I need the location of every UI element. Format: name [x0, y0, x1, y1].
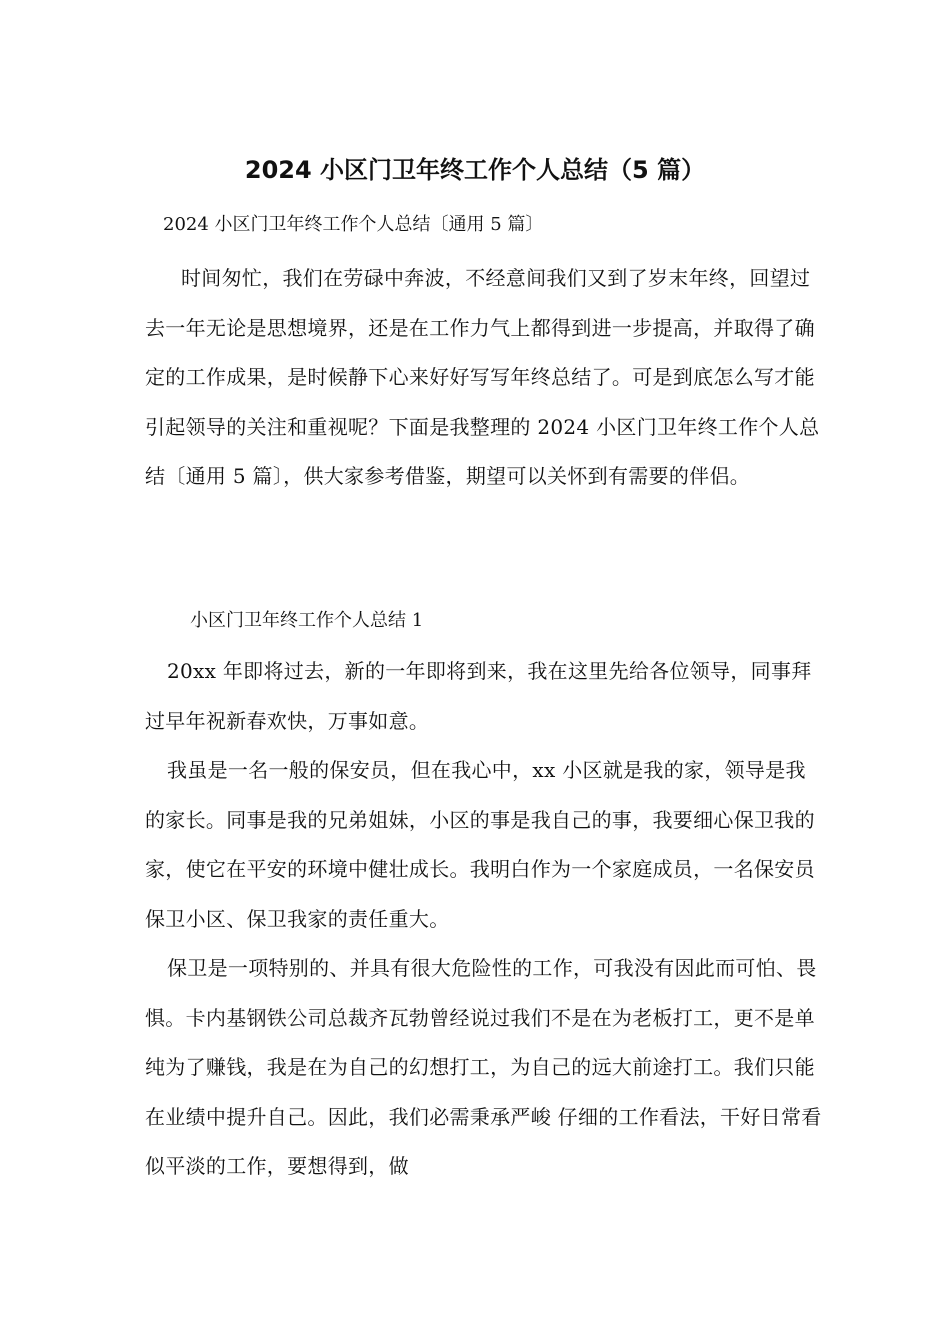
section-heading: 小区门卫年终工作个人总结 1	[190, 610, 424, 631]
body-paragraph: 我虽是一名一般的保安员，但在我心中，xx 小区就是我的家，领导是我的家长。同事是我的兄弟姐妹，小区的事是我自己的事，我要细心保卫我的家，使它在平安的环境中健壮成长。我明白作为一个家庭成员，一名保安员保卫小区、保卫我家的责任重大。	[145, 758, 815, 931]
body-paragraph: 20xx 年即将过去，新的一年即将到来，我在这里先给各位领导，同事拜过早年祝新春欢快，万事如意。	[145, 659, 812, 733]
document-subtitle: 2024 小区门卫年终工作个人总结〔通用 5 篇〕	[163, 214, 544, 235]
document-title: 2024 小区门卫年终工作个人总结（5 篇）	[244, 156, 706, 184]
body-paragraph: 保卫是一项特别的、并具有很大危险性的工作，可我没有因此而可怕、畏惧。卡内基钢铁公司总裁齐瓦勃曾经说过我们不是在为老板打工，更不是单纯为了赚钱，我是在为自己的幻想打工，为自己的远大前途打工。我们只能在业绩中提升自己。因此，我们必需秉承严峻 仔细的工作看法，干好日常看似平淡的工作，要想得到，做	[145, 956, 822, 1178]
intro-paragraph: 时间匆忙，我们在劳碌中奔波，不经意间我们又到了岁末年终，回望过去一年无论是思想境界，还是在工作力气上都得到进一步提高，并取得了确定的工作成果，是时候静下心来好好写写年终总结了。可是到底怎么写才能引起领导的关注和重视呢？下面是我整理的 2024 小区门卫年终工作个人总结〔通用 5 篇〕，供大家参考借鉴，期望可以关怀到有需要的伴侣。	[145, 266, 820, 488]
